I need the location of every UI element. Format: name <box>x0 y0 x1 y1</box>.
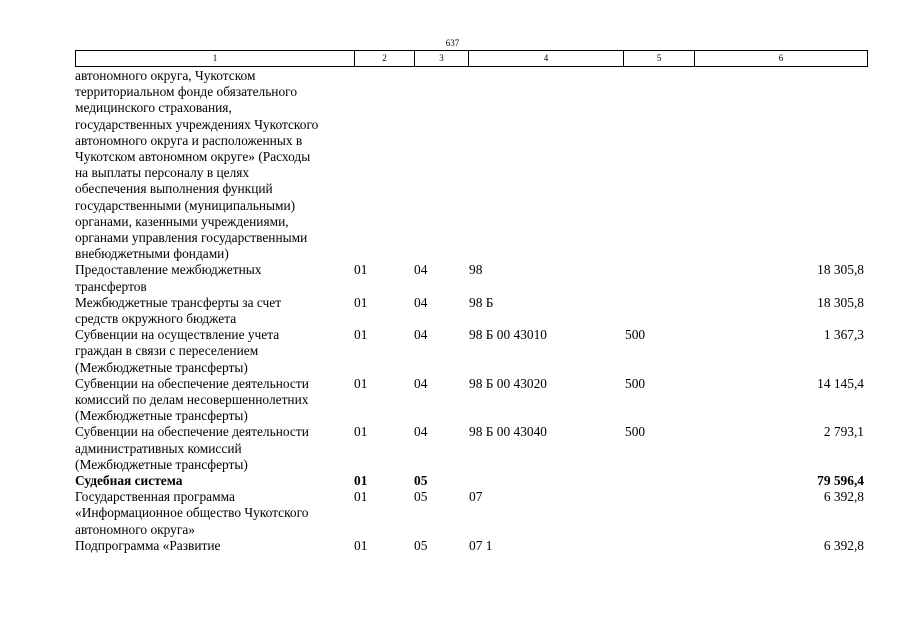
text-line: территориальном фонде обязательного <box>75 84 298 100</box>
text-line: обеспечения выполнения функций <box>75 181 273 197</box>
amount-value: 18 305,8 <box>817 262 864 278</box>
column-number-6: 6 <box>695 51 868 67</box>
section-code: 01 <box>354 473 368 489</box>
target-article-code: 98 Б 00 43040 <box>469 424 547 440</box>
column-number-5: 5 <box>624 51 695 67</box>
text-line: трансфертов <box>75 278 147 294</box>
text-line: Судебная система <box>75 473 183 489</box>
table-row <box>75 538 875 554</box>
text-line: автономного округа, Чукотском <box>75 68 256 83</box>
row-description <box>75 473 353 489</box>
text-line: Чукотском автономном округе» (Расходы <box>75 149 311 165</box>
row-description <box>75 327 353 376</box>
column-number-1: 1 <box>76 51 355 67</box>
continuation-text <box>75 68 353 262</box>
amount-value: 14 145,4 <box>817 375 864 391</box>
row-description <box>75 489 353 538</box>
text-line: средств окружного бюджета <box>75 311 237 327</box>
subsection-code: 04 <box>414 375 428 391</box>
table-row <box>75 262 875 294</box>
section-code: 01 <box>354 375 368 391</box>
text-line: Субвенции на обеспечение деятельности <box>75 375 309 391</box>
text-line: внебюджетными фондами) <box>75 246 229 262</box>
text-line: Государственная программа <box>75 489 235 505</box>
expense-type-code: 500 <box>625 424 646 440</box>
expense-type-code: 500 <box>625 375 646 391</box>
row-description <box>75 295 353 327</box>
amount-value: 6 392,8 <box>823 537 864 553</box>
column-number-3: 3 <box>415 51 469 67</box>
table-row <box>75 327 875 376</box>
table-row <box>75 424 875 473</box>
section-code: 01 <box>354 537 368 553</box>
amount-value: 6 392,8 <box>823 489 864 505</box>
text-line: граждан в связи с переселением <box>75 343 259 359</box>
target-article-code: 98 Б 00 43010 <box>469 327 547 343</box>
section-code: 01 <box>354 327 368 343</box>
table-row-section-total <box>75 473 875 489</box>
text-line: Предоставление межбюджетных <box>75 262 262 278</box>
expense-type-code: 500 <box>625 327 646 343</box>
budget-table-body <box>75 68 875 554</box>
text-line: автономного округа» <box>75 521 195 537</box>
subsection-code: 04 <box>414 424 428 440</box>
text-line: автономного округа и расположенных в <box>75 132 303 148</box>
subsection-code: 04 <box>414 327 428 343</box>
text-line: (Межбюджетные трансферты) <box>75 408 248 424</box>
amount-value: 1 367,3 <box>823 327 864 343</box>
text-line: медицинского страхования, <box>75 100 232 116</box>
subsection-code: 05 <box>414 537 428 553</box>
target-article-code: 98 Б 00 43020 <box>469 375 547 391</box>
subsection-code: 05 <box>414 489 428 505</box>
section-code: 01 <box>354 489 368 505</box>
target-article-code: 07 1 <box>469 537 493 553</box>
continuation-row <box>75 68 875 262</box>
text-line: (Межбюджетные трансферты) <box>75 359 248 375</box>
text-line: Межбюджетные трансферты за счет <box>75 294 282 310</box>
section-code: 01 <box>354 262 368 278</box>
table-row <box>75 376 875 425</box>
table-row <box>75 295 875 327</box>
section-code: 01 <box>354 294 368 310</box>
target-article-code: 98 <box>469 262 483 278</box>
text-line: Субвенции на осуществление учета <box>75 327 280 343</box>
subsection-code: 05 <box>414 473 428 489</box>
subsection-code: 04 <box>414 262 428 278</box>
target-article-code: 98 Б <box>469 294 494 310</box>
row-description <box>75 376 353 425</box>
column-number-2: 2 <box>355 51 415 67</box>
row-description <box>75 262 353 294</box>
page-number: 637 <box>445 38 460 48</box>
text-line: Субвенции на обеспечение деятельности <box>75 424 309 440</box>
text-line: «Информационное общество Чукотского <box>75 505 309 521</box>
amount-value: 2 793,1 <box>823 424 864 440</box>
text-line: органами управления государственными <box>75 230 308 246</box>
column-number-4: 4 <box>469 51 624 67</box>
text-line: административных комиссий <box>75 440 242 456</box>
amount-value: 18 305,8 <box>817 294 864 310</box>
text-line: государственными (муниципальными) <box>75 197 296 213</box>
text-line: государственных учреждениях Чукотского <box>75 116 319 132</box>
text-line: (Межбюджетные трансферты) <box>75 456 248 472</box>
row-description <box>75 538 353 554</box>
text-line: комиссий по делам несовершеннолетних <box>75 392 309 408</box>
subsection-code: 04 <box>414 294 428 310</box>
amount-value: 79 596,4 <box>817 473 864 489</box>
text-line: органами, казенными учреждениями, <box>75 213 289 229</box>
section-code: 01 <box>354 424 368 440</box>
text-line: на выплаты персоналу в целях <box>75 165 250 181</box>
text-line: Подпрограмма «Развитие <box>75 537 221 553</box>
row-description <box>75 424 353 473</box>
column-header-row <box>75 50 868 67</box>
target-article-code: 07 <box>469 489 483 505</box>
table-row <box>75 489 875 538</box>
